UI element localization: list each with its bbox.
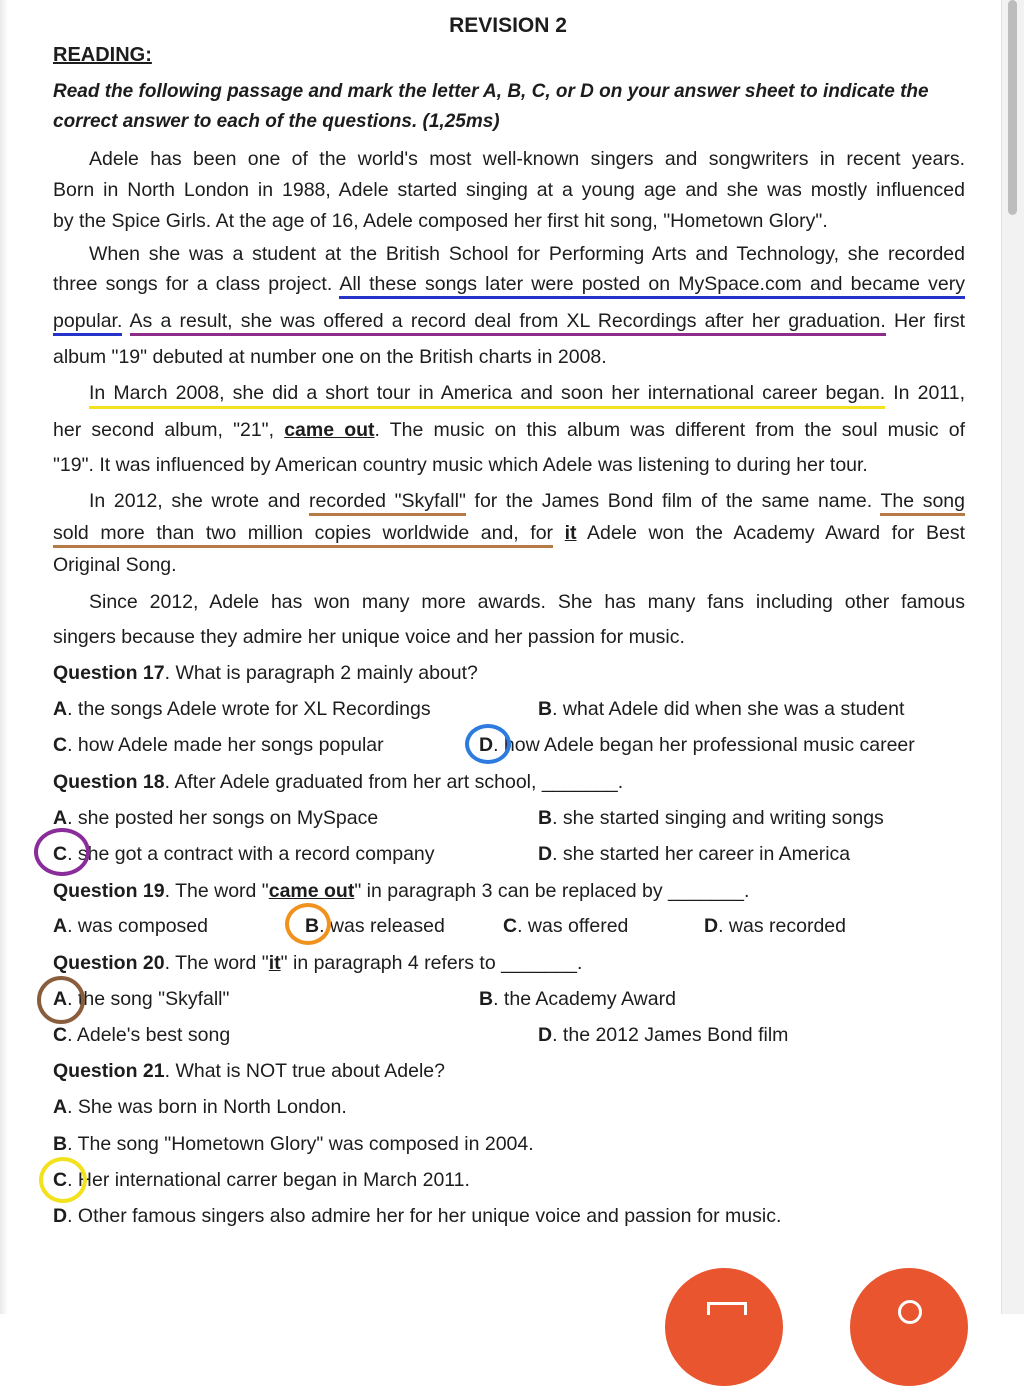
- question-label: Question 21: [53, 1060, 165, 1082]
- question-stem: . After Adele graduated from her art school, _______.: [164, 771, 624, 793]
- passage-line: [53, 417, 965, 443]
- instructions: Read the following passage and mark the letter A, B, C, or D on your answer sheet to indicate the correct answer to each of the questions. (1,25ms): [53, 81, 929, 132]
- option-b[interactable]: B. The song "Hometown Glory" was composed in 2004.: [53, 1133, 534, 1155]
- passage-line: by the Spice Girls. At the age of 16, Adele composed her first hit song, "Hometown Glory".: [53, 210, 828, 232]
- option-c[interactable]: C. how Adele made her songs popular: [53, 734, 384, 756]
- option-c[interactable]: C. she got a contract with a record company: [53, 843, 435, 865]
- option-b[interactable]: B. was released: [305, 915, 445, 937]
- option-b[interactable]: B. the Academy Award: [479, 988, 676, 1010]
- option-a[interactable]: A. was composed: [53, 915, 208, 937]
- option-a[interactable]: A. the song "Skyfall": [53, 988, 230, 1010]
- page-title: REVISION 2: [449, 14, 567, 37]
- fab-search-button[interactable]: [850, 1268, 968, 1386]
- question-stem: " in paragraph 4 refers to _______.: [280, 952, 583, 974]
- answer-circle-yellow: [39, 1157, 87, 1203]
- answer-circle-blue: [465, 724, 511, 764]
- question-label: Question 18: [53, 771, 165, 793]
- option-b[interactable]: B. she started singing and writing songs: [538, 807, 884, 829]
- passage-line: Born in North London in 1988, Adele started singing at a young age and she was mostly influenced: [53, 179, 965, 201]
- passage-line: singers because they admire her unique voice and her passion for music.: [53, 626, 685, 648]
- question-17: [53, 660, 478, 686]
- passage-line: Adele has been one of the world's most well-known singers and songwriters in recent years.: [89, 148, 965, 170]
- passage-text: Adele won the Academy Award for Best: [576, 522, 965, 544]
- passage-line: Original Song.: [53, 554, 177, 576]
- underlined-phrase: it: [268, 952, 281, 974]
- brown-highlight: sold more than two million copies worldwide and, for: [53, 522, 553, 548]
- passage-line: [53, 271, 965, 297]
- question-stem: . The word ": [164, 952, 269, 974]
- option-d[interactable]: D. how Adele began her professional music career: [479, 734, 915, 756]
- question-label: Question 17: [53, 662, 165, 684]
- option-b[interactable]: B. what Adele did when she was a student: [538, 698, 905, 720]
- passage-text: her second album, "21",: [53, 419, 285, 441]
- passage-text: In 2012, she wrote and: [89, 490, 309, 512]
- passage-line: [53, 308, 965, 334]
- scrollbar-track[interactable]: [1001, 0, 1024, 1314]
- option-a[interactable]: A. the songs Adele wrote for XL Recordings: [53, 698, 431, 720]
- option-d[interactable]: D. she started her career in America: [538, 843, 851, 865]
- question-stem: . What is paragraph 2 mainly about?: [164, 662, 478, 684]
- passage-text: for the James Bond film of the same name.: [465, 490, 881, 512]
- option-c[interactable]: C. Adele's best song: [53, 1024, 231, 1046]
- question-21: [53, 1058, 445, 1084]
- brown-highlight: The song: [880, 490, 965, 516]
- underlined-phrase: it: [564, 522, 577, 544]
- underlined-phrase: came out: [284, 419, 375, 441]
- search-icon: [898, 1300, 922, 1324]
- answer-circle-purple: [34, 828, 90, 876]
- option-c[interactable]: C. was offered: [503, 915, 629, 937]
- option-a[interactable]: A. she posted her songs on MySpace: [53, 807, 379, 829]
- question-stem: . The word ": [164, 880, 269, 902]
- passage-text: three songs for a class project.: [53, 273, 340, 295]
- note-icon: [707, 1302, 747, 1315]
- section-heading: READING:: [53, 44, 152, 66]
- passage-line: [53, 520, 965, 546]
- yellow-highlight: In March 2008, she did a short tour in America and soon her international career began.: [89, 382, 885, 409]
- question-18: [53, 769, 623, 795]
- passage-text: . The music on this album was different from the soul music of: [374, 419, 966, 441]
- option-d[interactable]: D. Other famous singers also admire her for her unique voice and passion for music.: [53, 1205, 782, 1227]
- passage-line: album "19" debuted at number one on the British charts in 2008.: [53, 346, 607, 368]
- question-19: [53, 878, 749, 904]
- passage-line: "19". It was influenced by American country music which Adele was listening to during her tour.: [53, 454, 868, 476]
- blue-highlight: popular.: [53, 310, 122, 336]
- passage-line: Since 2012, Adele has won many more awards. She has many fans including other famous: [89, 591, 965, 613]
- answer-circle-orange: [285, 903, 331, 945]
- brown-highlight: recorded "Skyfall": [309, 490, 466, 516]
- passage-line: [89, 380, 965, 406]
- option-c[interactable]: C. Her international carrer began in March 2011.: [53, 1169, 470, 1191]
- question-20: [53, 950, 582, 976]
- passage-line: [89, 488, 965, 514]
- question-label: Question 20: [53, 952, 165, 974]
- passage-line: When she was a student at the British School for Performing Arts and Technology, she recorded: [89, 243, 965, 265]
- answer-circle-brown: [37, 976, 85, 1024]
- purple-highlight: As a result, she was offered a record deal from XL Recordings after her graduation.: [130, 310, 886, 336]
- option-d[interactable]: D. the 2012 James Bond film: [538, 1024, 789, 1046]
- question-label: Question 19: [53, 880, 165, 902]
- passage-text: In 2011,: [885, 382, 966, 404]
- question-stem: " in paragraph 3 can be replaced by _______.: [354, 880, 750, 902]
- blue-highlight: All these songs later were posted on MySpace.com and became very: [339, 273, 965, 299]
- option-d[interactable]: D. was recorded: [704, 915, 846, 937]
- underlined-phrase: came out: [268, 880, 355, 902]
- fab-note-button[interactable]: [665, 1268, 783, 1386]
- passage-text: Her first: [885, 310, 965, 332]
- page-edge-left: [0, 0, 8, 1314]
- question-stem: . What is NOT true about Adele?: [164, 1060, 445, 1082]
- option-a[interactable]: A. She was born in North London.: [53, 1096, 347, 1118]
